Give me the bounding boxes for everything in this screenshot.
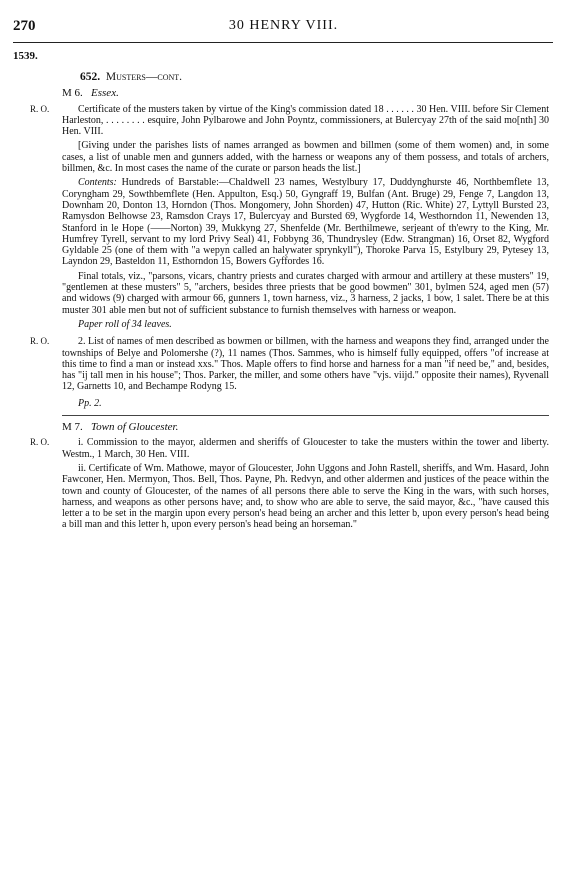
section-place: Essex.	[91, 87, 119, 100]
section-place: Town of Gloucester.	[91, 421, 179, 434]
page-number: 270	[13, 18, 36, 34]
page-header	[0, 16, 567, 36]
contents-text: Hundreds of Barstable:—Chaldwell 23 names, Westylbury 17, Duddynghurste 46, Northbemflete 13, Coryngham 29, Sowthbemflete (Hen. Appulton, Esq.) 50, Gyngraff 19, Bulfan (Ant. Bruge) 29, Fenge 7, Langdon 13, Downham 20, Donton 13, Horndon (Thos. Mongomery, John Shorden) 47, Hutton (Ric. White) 27, Lyttyll Bursted 23, Ramysdon Belhowse 23, Ramsdon Crays 17, Bulercyay and Bursted 69, Wygforde 14, Westhorndon 11, Newenden 13, Stanford in le Hope (——Norton) 39, Mukkyng 27, Shenfelde (Mr. Berthilmewe, serjeant of th'ewry to the King, Mr. Humfrey Tyrell, servant to my lord Privy Seal) 41, Fobbyng 36, Thundrysley (Edw. Strangman) 16, Orset 82, Wygford Gyldable 25 (one of them with "a wepyn called an halywater sprynkyll"), Thoroke Parva 15, Estylbury 29, Pytesey 13, Layndon 29, Basteldon 11, Esthorndon 15, Bowers Gyffordes 16.	[62, 177, 549, 268]
header-rule	[13, 42, 553, 43]
page-body	[30, 71, 549, 534]
m7-certificate-paragraph: ii. Certificate of Wm. Mathowe, mayor of Gloucester, John Uggons and John Rastell, sheriffs, and Wm. Hasard, John Fawconer, Hen. Mermyon, Thos. Bell, Thos. Payne, Ph. Redvyn, and other aldermen and justices of the peace within the town and county of Gloucester, of the names of all persons there able to serve the King in the wars, with such horses, harness, and weapons as other persons have; and, to show who are able to serve, the said mayor, &c., "have caused this letter a to be set in the margin upon every person's head being an archer and this letter b, upon every person's head being a bill man and this letter h, upon every person's head being an horseman."	[62, 462, 549, 531]
m7-commission-paragraph	[30, 437, 549, 460]
margin-source-ref: R. O.	[30, 437, 50, 448]
entry-title: Musters—cont.	[105, 71, 183, 83]
m6-totals-paragraph: Final totals, viz., "parsons, vicars, chantry priests and curates charged with armour and artillery at these musters" 19, "gentlemen at these musters" 5, "archers, besides three priests that be good bowmen" 301, bylmen 524, aged men (57) and widows (9) charged with armour 66, gunners 1, town harness, viz., 3 harness, 2 jacks, 1 bow, 1 salet. There be at this muster 301 able men but not of sufficient substance to furnish themselves with harness or weapon.	[62, 270, 549, 316]
margin-source-ref: R. O.	[30, 103, 50, 114]
m7-commission-text: i. Commission to the mayor, aldermen and sheriffs of Gloucester to take the musters within the tower and liberty. Westm., 1 March, 30 Hen. VIII.	[62, 437, 549, 460]
section-heading-m7	[62, 422, 549, 433]
margin-source-ref: R. O.	[30, 336, 50, 347]
entry-heading	[80, 72, 549, 83]
paper-roll-note: Paper roll of 34 leaves.	[78, 318, 172, 330]
section-divider	[62, 415, 549, 416]
section-heading-m6	[62, 88, 549, 99]
m6-certificate-text: Certificate of the musters taken by virtue of the King's commission dated 18 . . . . . . 30 Hen. VIII. before Sir Clement Harleston, . . . . . . . . esquire, John Pylbarowe and John Poyntz, commissioners, at Bulercyay 27th of the said mo[nth] 30 Hen. VIII.	[62, 103, 549, 138]
m6-item2-text: 2. List of names of men described as bowmen or billmen, with the harness and weapons they find, arranged under the townships of Belye and Polomershe (?), 11 names (Thos. Sammes, who is himself fully equipped, offers "of increase at this time to find a man or instead xxs." Thos. Maple offers to find horse and harness for a man "if need be," and, besides, has "ij tall men in his house"; Thos. Parker, the miller, and some others have "vjs. viijd." opposite their names), Ryvenall 12, Garnetts 10, and Bechampe Rodyng 15.	[62, 336, 549, 393]
m6-bracket-paragraph: [Giving under the parishes lists of names arranged as bowmen and billmen (some of them women) and, in some cases, a list of unable men and gunners added, with the harness or weapons any of them possess, and totals of archers, billmen, &c. In most cases the name of the curate or parson heads the list.]	[62, 140, 549, 175]
section-label: M 6.	[62, 87, 83, 100]
m6-certificate-paragraph	[30, 103, 549, 138]
section-label: M 7.	[62, 421, 83, 434]
running-title: 30 HENRY VIII.	[228, 18, 339, 33]
year-label: 1539.	[13, 50, 38, 62]
pages-note: Pp. 2.	[78, 397, 102, 409]
entry-number: 652.	[80, 71, 101, 83]
contents-label: Contents:	[78, 177, 117, 189]
m6-item2-paragraph	[30, 336, 549, 393]
m6-contents-paragraph	[62, 177, 549, 267]
